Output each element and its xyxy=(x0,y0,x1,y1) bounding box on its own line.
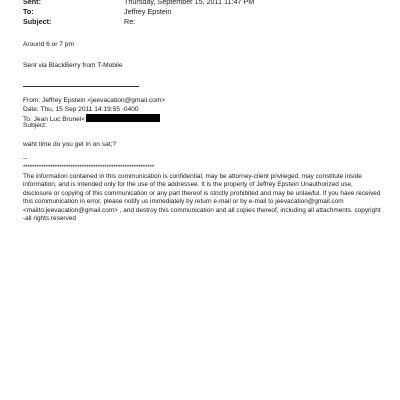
to-label: To: xyxy=(23,7,34,16)
original-to: To: Jean Luc Brunel< xyxy=(23,116,86,123)
to-value: Jeffrey Epstein xyxy=(124,7,172,16)
redaction-box xyxy=(86,114,160,122)
subject-label: Subject: xyxy=(23,17,52,26)
sent-label: Sent: xyxy=(23,0,41,6)
separator-line xyxy=(23,86,139,87)
asterisk-divider: ********************************************************** xyxy=(23,164,154,171)
subject-value: Re: xyxy=(124,17,136,26)
confidentiality-disclaimer: The information contained in this communication is confidential, may be attorney-client privileged, may constitute inside information, and is intended only for the use of the addressee. It is the property of Jeffrey Epstein Unauthorized use, disclosure or copying of this communication or any part thereof is strictly prohibited and may be unlawful. If you have received this communication in error, please notify us immediately by return e-mail or by e-mail to jeevacation@gmail.com <mailto:jeevacation@gmail.com> , and destroy this communication and all copies thereof, including all attachments. copyright -all rights reserved xyxy=(23,173,381,223)
original-date: Date: Thu, 15 Sep 2011 14:19:55 -0400 xyxy=(23,106,139,113)
original-subject: Subject: xyxy=(23,122,47,129)
reply-signature: Sent via BlackBerry from T-Mobile xyxy=(23,62,123,69)
reply-body: Around 6 or 7 pm xyxy=(23,41,74,48)
original-dots: -- xyxy=(23,155,28,162)
original-from: From: Jeffrey Epstein <jeevacation@gmail.com> xyxy=(23,97,166,104)
sent-value: Thursday, September 15, 2011 11:47 PM xyxy=(124,0,255,6)
original-body: waht time do you get in on sat;? xyxy=(23,141,117,148)
